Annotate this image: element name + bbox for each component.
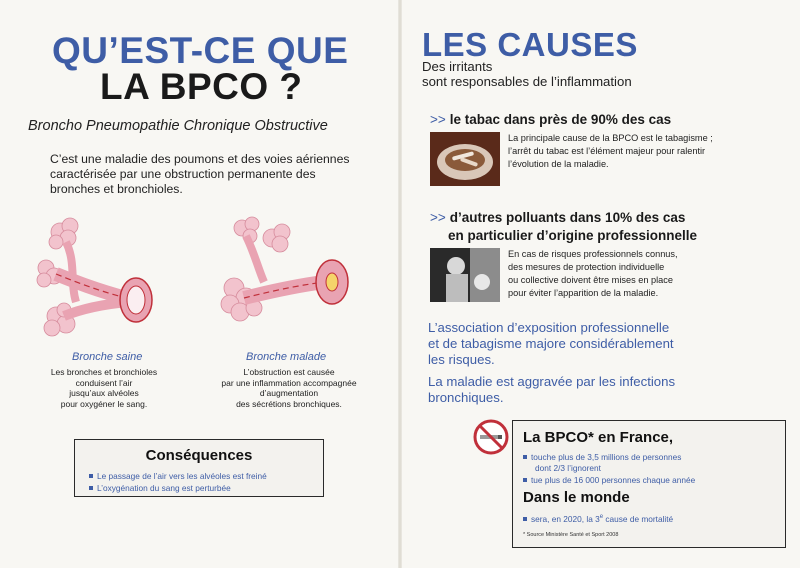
healthy-bronchus-illustration <box>36 212 156 342</box>
world-stats-title: Dans le monde <box>523 489 630 506</box>
pollutants-text: En cas de risques professionnels connus, des mesures de protection individuelle ou collective doivent être mises en place pour éviter l’apparition de la maladie. <box>508 249 678 298</box>
no-smoking-icon <box>473 419 509 455</box>
ashtray-photo <box>430 132 500 186</box>
consequences-box <box>74 439 324 497</box>
arrow-chevron-icon: >> <box>430 210 446 225</box>
healthy-bronchus-description: Les bronches et bronchioles conduisent l’air jusqu’aux alvéoles pour oxygéner le sang. <box>50 367 158 409</box>
consequences-list <box>89 471 267 494</box>
list-item-continuation: dont 2/3 l’ignorent <box>535 463 601 473</box>
intro-paragraph: C’est une maladie des poumons et des voies aériennes caractérisée par une obstruction permanente des bronches et bronchioles. <box>50 152 350 196</box>
tobacco-heading: >> le tabac dans près de 90% des cas <box>430 112 672 127</box>
bullet-square-icon <box>523 517 527 521</box>
consequences-title: Conséquences <box>145 447 253 464</box>
healthy-bronchus-caption: Bronche saine <box>72 351 143 363</box>
worker-photo <box>430 248 500 302</box>
tobacco-text: La principale cause de la BPCO est le tabagisme ; l’arrêt du tabac est l’élément majeur pour ralentir l’évolution de la maladie. <box>508 133 713 169</box>
bullet-square-icon <box>89 486 93 490</box>
association-statement: L’association d’exposition professionnelle et de tabagisme majore considérablement les risques. <box>428 320 674 367</box>
page-title-line2: LA BPCO ? <box>100 66 303 107</box>
causes-title: LES CAUSES <box>422 26 638 63</box>
list-item: L’oxygénation du sang est perturbée <box>89 483 267 495</box>
causes-subtitle: Des irritants sont responsables de l’inflammation <box>422 59 632 89</box>
source-footnote: * Source Ministère Santé et Sport 2008 <box>523 532 619 538</box>
right-page <box>400 0 800 568</box>
acronym-definition: Broncho Pneumopathie Chronique Obstructive <box>28 118 328 134</box>
france-stats-title: La BPCO* en France, <box>523 429 674 446</box>
aggravation-statement: La maladie est aggravée par les infections bronchiques. <box>428 374 676 405</box>
list-item: tue plus de 16 000 personnes chaque année <box>523 475 695 486</box>
bullet-square-icon <box>89 474 93 478</box>
diseased-bronchus-illustration <box>214 212 354 342</box>
statistics-box <box>512 420 786 548</box>
list-item: Le passage de l’air vers les alvéoles est freiné <box>89 471 267 483</box>
page-title-line1: QU’EST-CE QUE <box>52 30 349 71</box>
diseased-bronchus-caption: Bronche malade <box>246 351 327 363</box>
list-item: touche plus de 3,5 millions de personnes <box>523 452 681 463</box>
pollutants-heading-line2: en particulier d’origine professionnelle <box>448 228 698 243</box>
pollutants-heading: >> d’autres polluants dans 10% des cas <box>430 210 686 225</box>
bullet-square-icon <box>523 455 527 459</box>
diseased-bronchus-description: L’obstruction est causée par une inflammation accompagnée d’augmentation des sécrétions bronchiques. <box>221 367 357 409</box>
arrow-chevron-icon: >> <box>430 112 446 127</box>
list-item: sera, en 2020, la 3e cause de mortalité <box>523 512 673 525</box>
bullet-square-icon <box>523 478 527 482</box>
